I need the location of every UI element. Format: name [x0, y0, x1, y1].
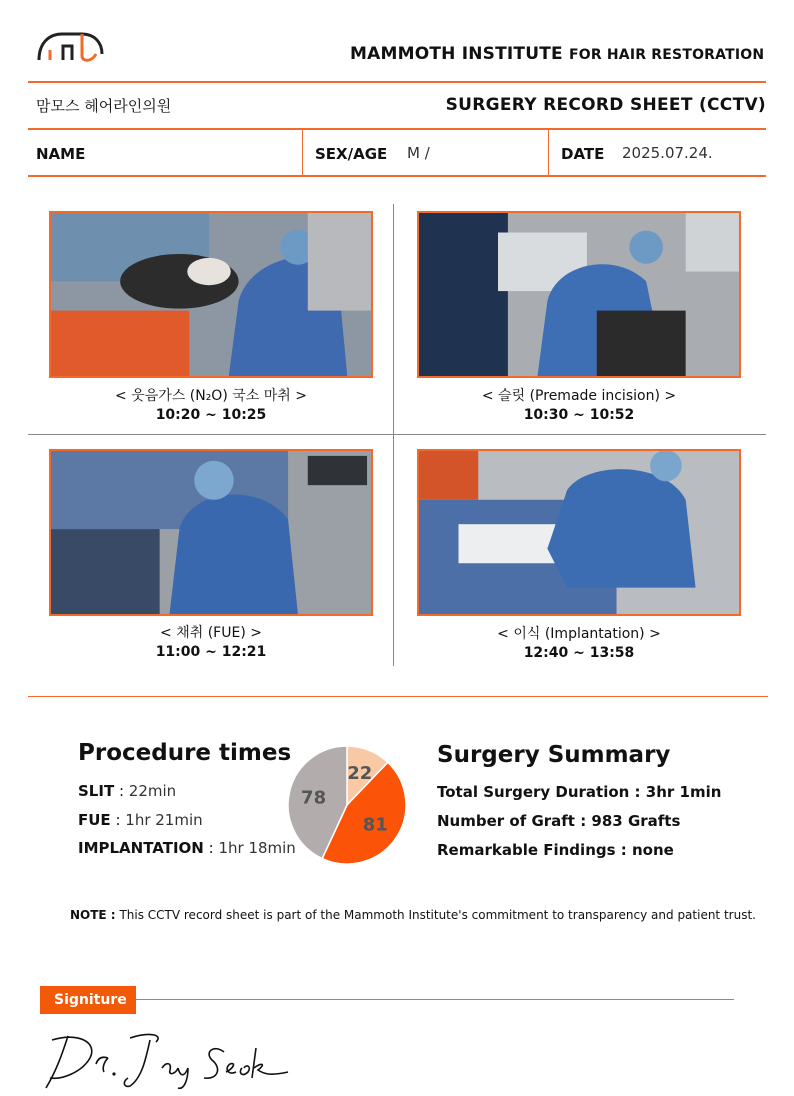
caption-title: < 슬릿 (Premade incision) > — [481, 388, 677, 404]
institute-name: MAMMOTH INSTITUTE — [350, 44, 563, 64]
procedure-pie-chart — [287, 745, 407, 865]
procedure-value: 22min — [128, 782, 177, 800]
note-label: NOTE : — [70, 908, 116, 922]
procedure-value: 1hr 18min — [218, 839, 296, 857]
summary-row: Number of Graft : 983 Grafts — [437, 812, 681, 830]
caption-time: 10:30 ~ 10:52 — [523, 407, 635, 423]
summary-row: Total Surgery Duration : 3hr 1min — [437, 783, 722, 801]
mammoth-logo — [36, 28, 106, 64]
cctv-photo-implantation — [417, 449, 741, 616]
date-value: 2025.07.24. — [622, 144, 713, 162]
header-rule-bottom — [28, 175, 766, 177]
pie-label-slit: 22 — [347, 763, 373, 785]
procedure-value: 1hr 21min — [125, 811, 203, 829]
pie-label-implantation: 78 — [301, 787, 327, 809]
caption-title: < 채취 (FUE) > — [160, 625, 262, 641]
institute-suffix: FOR HAIR RESTORATION — [568, 47, 765, 63]
date-label: DATE — [561, 145, 605, 163]
handwritten-signature — [38, 1028, 298, 1092]
caption-anesthesia — [46, 387, 376, 425]
procedure-times-title: Procedure times — [78, 740, 292, 766]
institute-brand — [350, 44, 764, 64]
field-divider — [302, 129, 303, 175]
sexage-value: M / — [407, 144, 430, 162]
pie-label-fue: 81 — [362, 814, 388, 836]
header-rule-mid — [28, 128, 766, 130]
photo-grid-divider — [28, 434, 766, 435]
procedure-label: IMPLANTATION — [78, 839, 204, 857]
summary-row: Remarkable Findings : none — [437, 841, 674, 859]
procedure-label: SLIT — [78, 782, 115, 800]
procedure-label: FUE — [78, 811, 111, 829]
caption-time: 10:20 ~ 10:25 — [155, 407, 267, 423]
note-text: This CCTV record sheet is part of the Mammoth Institute's commitment to transparency and patient trust. — [119, 908, 756, 922]
signature-line — [136, 999, 734, 1000]
procedure-row: FUE : 1hr 21min — [78, 811, 203, 829]
procedure-row: SLIT : 22min — [78, 782, 177, 800]
cctv-photo-anesthesia — [49, 211, 373, 378]
summary-title: Surgery Summary — [437, 742, 671, 768]
cctv-photo-fue — [49, 449, 373, 616]
caption-implantation — [414, 625, 744, 663]
procedure-row: IMPLANTATION : 1hr 18min — [78, 839, 296, 857]
field-divider — [548, 129, 549, 175]
clinic-korean-name: 맘모스 헤어라인의원 — [36, 97, 172, 115]
name-label: NAME — [36, 145, 86, 163]
signature-tag: Signiture — [40, 986, 136, 1014]
cctv-photo-slit — [417, 211, 741, 378]
header-rule-top — [28, 81, 766, 83]
caption-time: 12:40 ~ 13:58 — [523, 645, 635, 661]
sheet-title: SURGERY RECORD SHEET (CCTV) — [445, 95, 766, 115]
note — [70, 908, 756, 922]
caption-slit — [414, 387, 744, 425]
photo-grid-divider — [393, 204, 394, 666]
section-rule — [28, 696, 768, 697]
sexage-label: SEX/AGE — [315, 145, 388, 163]
caption-fue — [46, 624, 376, 662]
caption-title: < 이식 (Implantation) > — [497, 626, 661, 642]
caption-time: 11:00 ~ 12:21 — [155, 644, 267, 660]
caption-title: < 웃음가스 (N₂O) 국소 마취 > — [115, 388, 307, 404]
